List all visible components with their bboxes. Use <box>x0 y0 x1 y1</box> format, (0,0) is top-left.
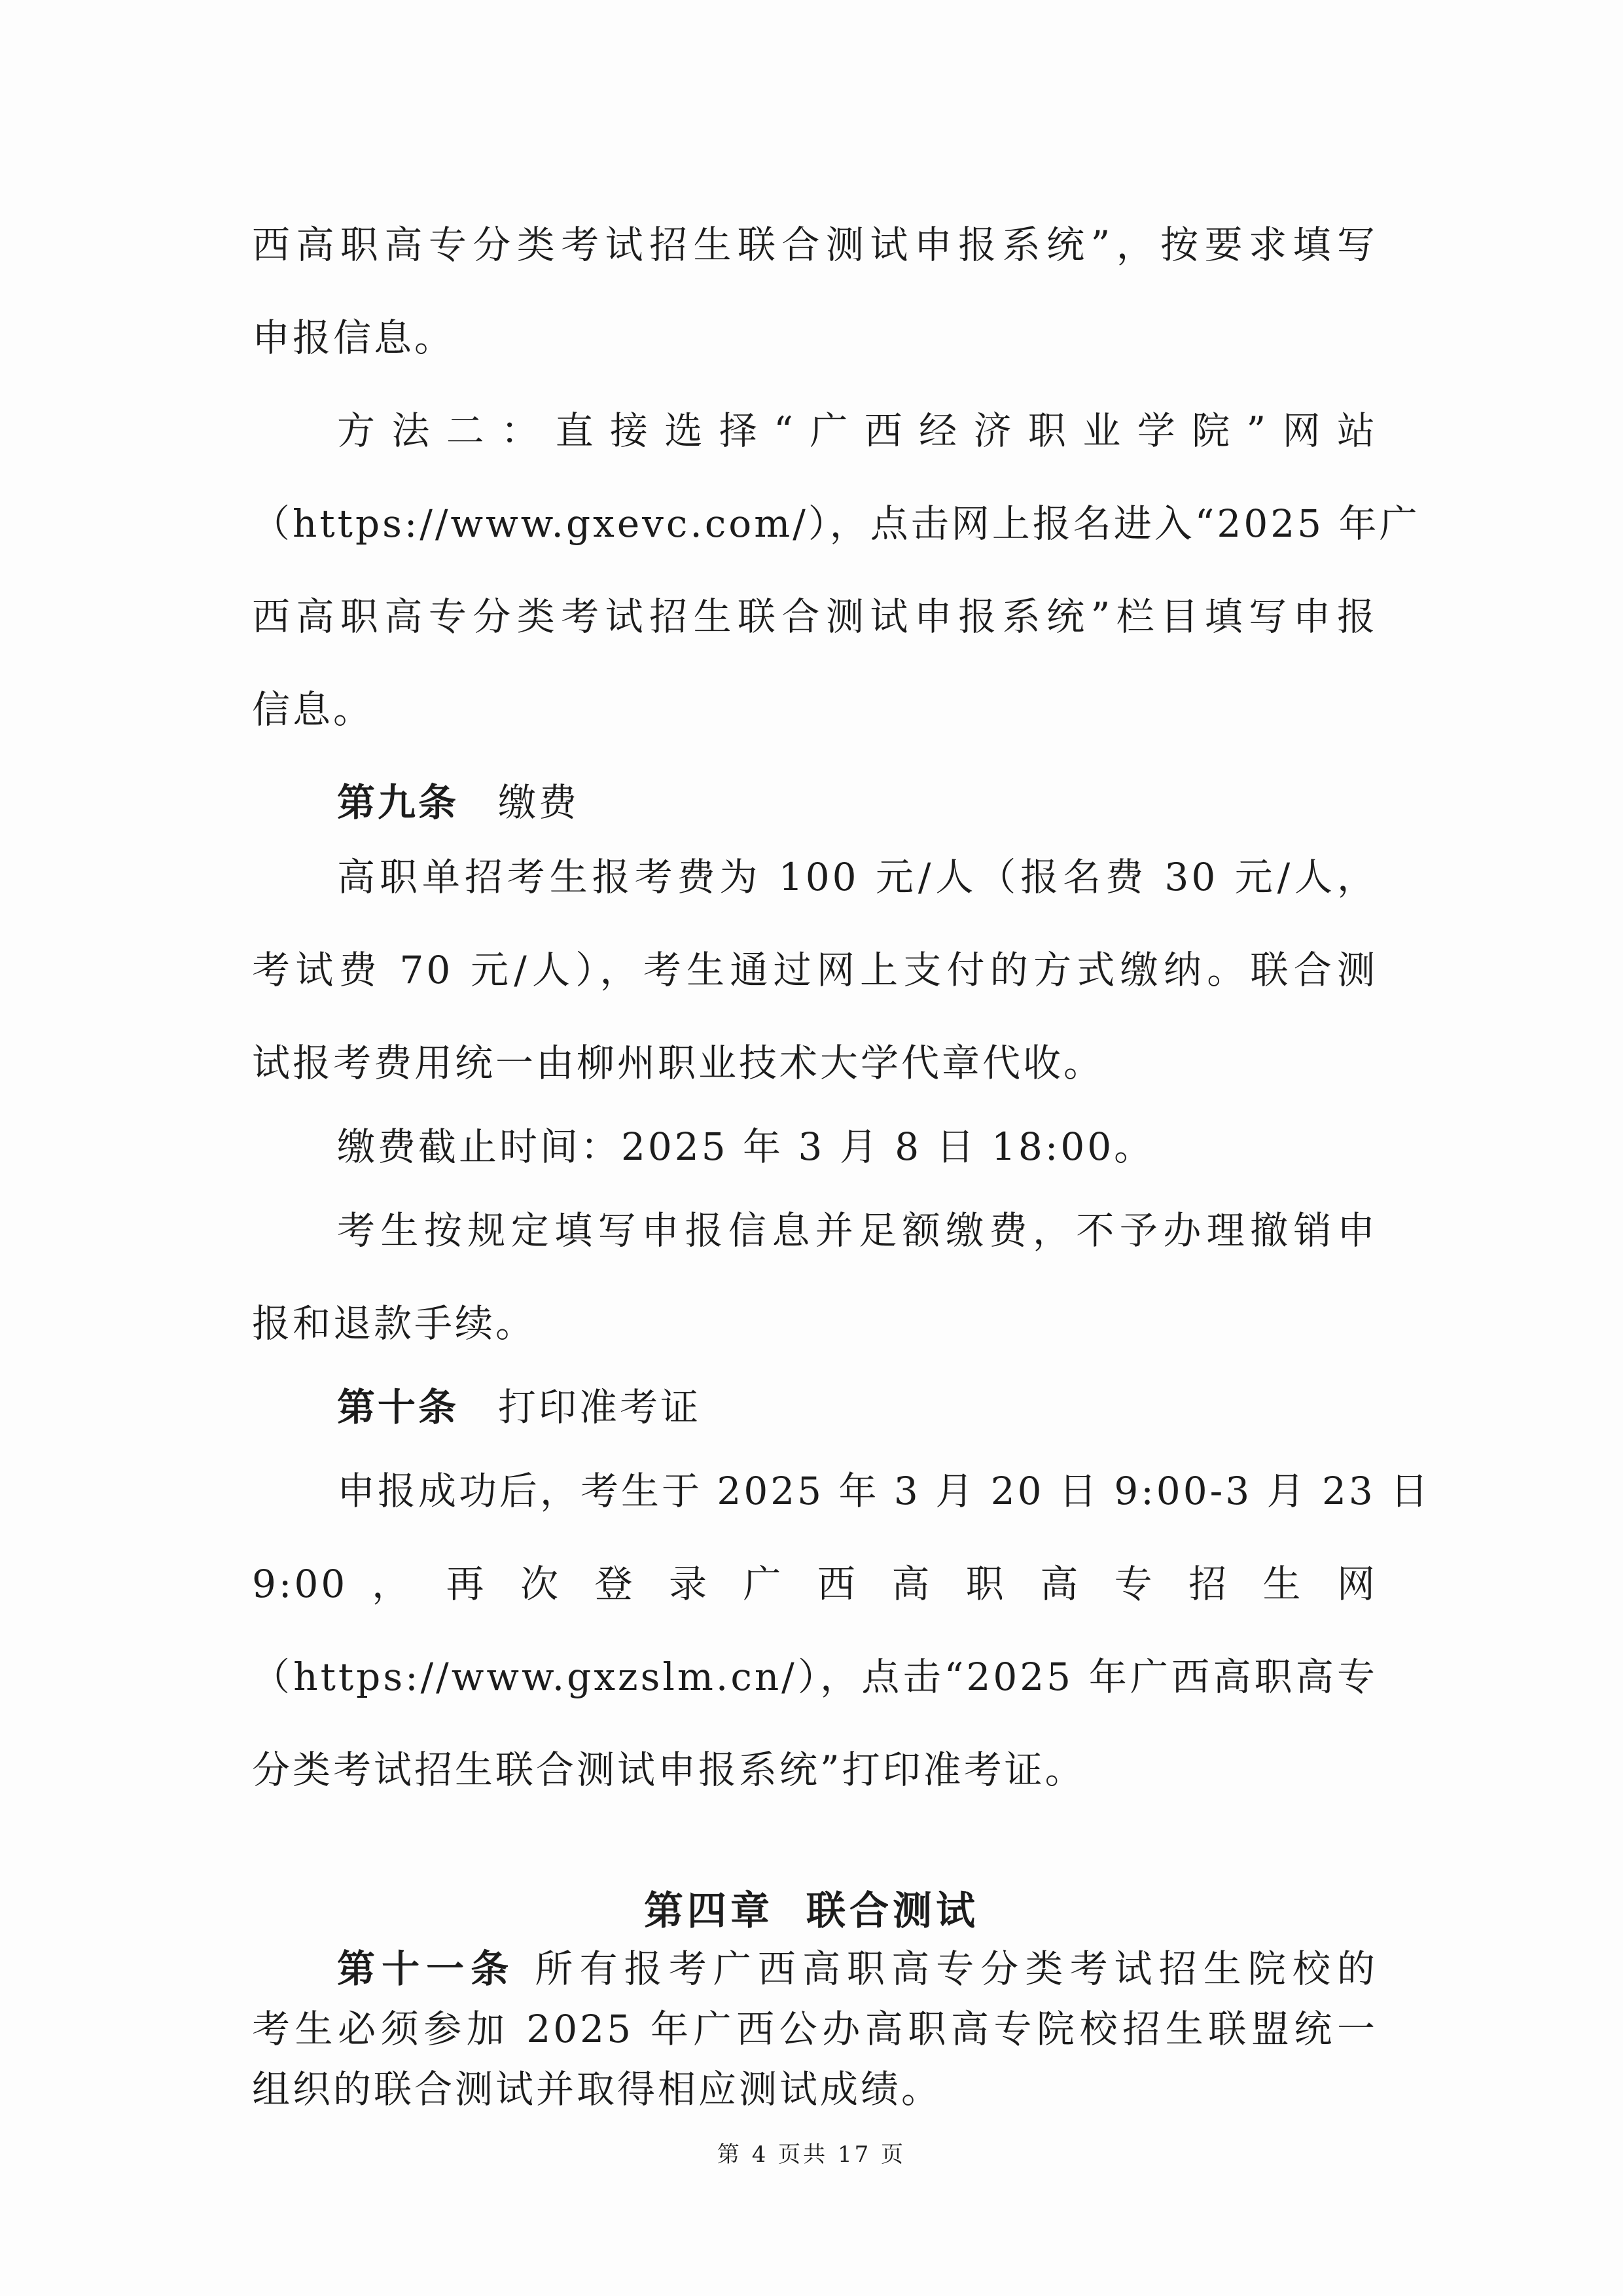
paragraph-line: 方法二：直接选择“广西经济职业学院”网站 <box>337 408 1378 453</box>
paragraph-line: 信息。 <box>252 687 374 732</box>
article-9-heading-line <box>337 776 1378 829</box>
page-number-footer: 第 4 页共 17 页 <box>717 2142 906 2168</box>
paragraph-line: 组织的联合测试并取得相应测试成绩。 <box>252 2067 942 2111</box>
chapter-title: 联合测试 <box>806 1888 979 1934</box>
paragraph-line: 考生按规定填写申报信息并足额缴费，不予办理撤销申 <box>337 1208 1378 1253</box>
article-10-heading-line <box>337 1381 1378 1433</box>
paragraph-line: （https://www.gxevc.com/），点击网上报名进入“2025 年广 <box>252 501 1420 546</box>
paragraph-line: 报和退款手续。 <box>252 1301 537 1346</box>
paragraph-line: 考试费 70 元/人），考生通过网上支付的方式缴纳。联合测 <box>252 948 1378 992</box>
paragraph-line: 申报信息。 <box>252 315 455 360</box>
paragraph-line: 分类考试招生联合测试申报系统”打印准考证。 <box>252 1748 1086 1792</box>
article-11-first-line <box>337 1943 1378 1995</box>
article-10-title: 打印准考证 <box>498 1385 702 1429</box>
chapter-heading <box>0 1884 1623 1939</box>
paragraph-line: 西高职高专分类考试招生联合测试申报系统”，按要求填写 <box>252 223 1378 267</box>
paragraph-line: （https://www.gxzslm.cn/），点击“2025 年广西高职高专 <box>252 1655 1378 1699</box>
article-9-number: 第九条 <box>337 780 459 825</box>
chapter-number: 第四章 <box>644 1888 774 1934</box>
paragraph-line: 试报考费用统一由柳州职业技术大学代章代收。 <box>252 1041 1105 1085</box>
payment-deadline-line: 缴费截止时间：2025 年 3 月 8 日 18:00。 <box>337 1124 1155 1169</box>
article-9-title: 缴费 <box>498 780 580 825</box>
paragraph-line: 考生必须参加 2025 年广西公办高职高专院校招生联盟统一 <box>252 2007 1378 2051</box>
paragraph-line: 申报成功后，考生于 2025 年 3 月 20 日 9:00-3 月 23 日 <box>337 1469 1431 1513</box>
article-10-number: 第十条 <box>337 1385 459 1429</box>
article-11-text: 所有报考广西高职高专分类考试招生院校的 <box>531 1946 1378 1991</box>
paragraph-line: 西高职高专分类考试招生联合测试申报系统”栏目填写申报 <box>252 594 1378 639</box>
paragraph-line: 9:00 ， 再 次 登 录 广 西 高 职 高 专 招 生 网 <box>252 1562 1378 1606</box>
paragraph-line: 高职单招考生报考费为 100 元/人（报名费 30 元/人， <box>337 855 1378 899</box>
article-11-number: 第十一条 <box>337 1946 516 1991</box>
